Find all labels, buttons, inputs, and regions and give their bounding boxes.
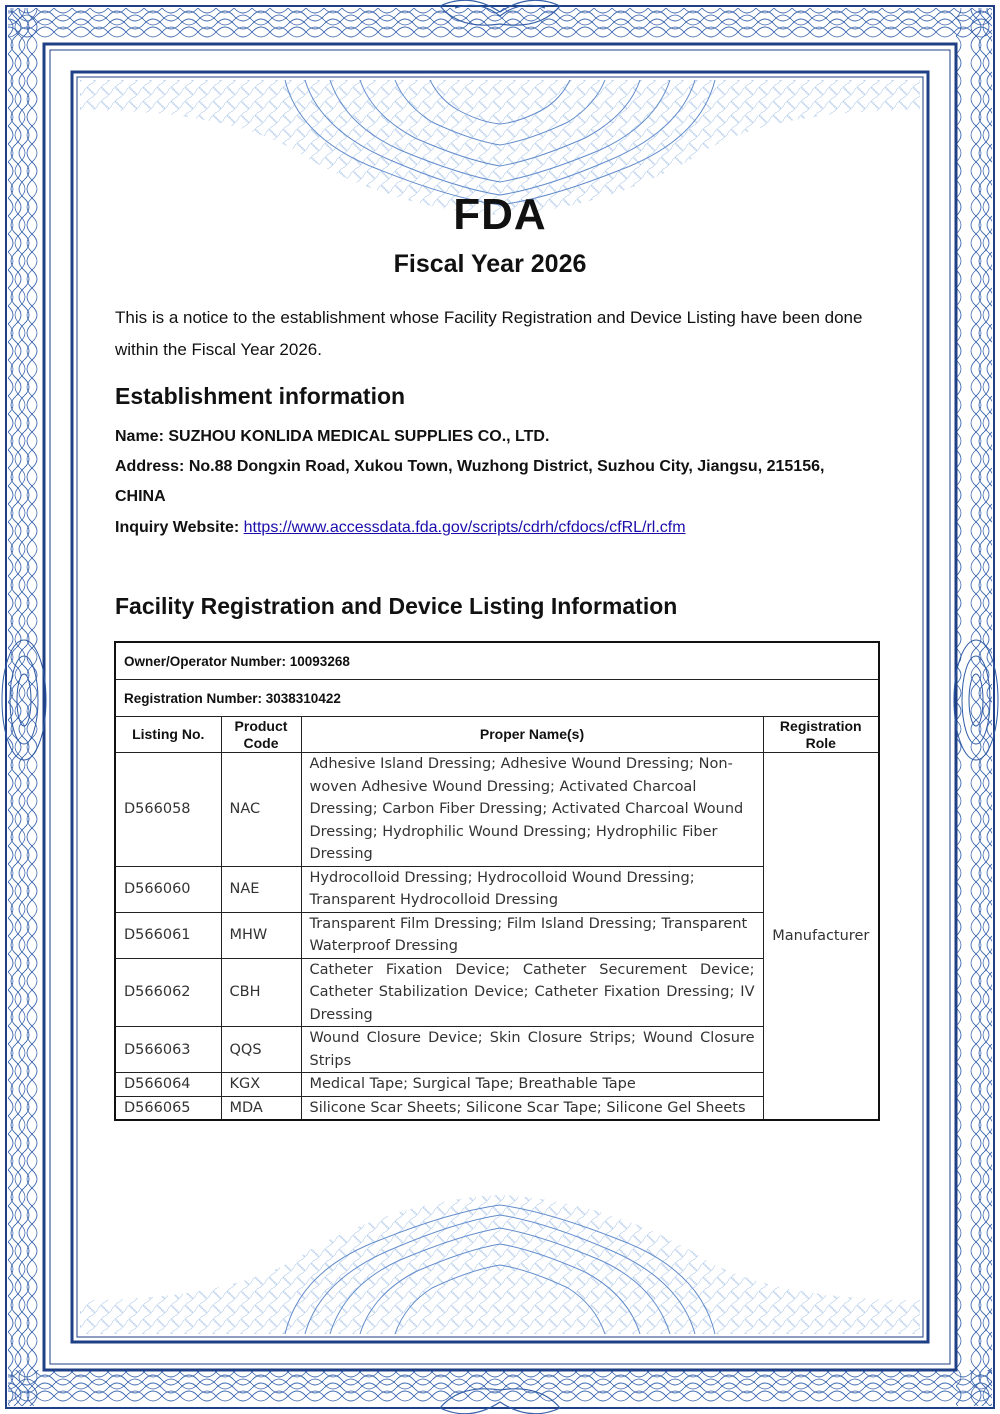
product-code: KGX — [221, 1073, 301, 1097]
establishment-name — [115, 422, 915, 452]
listing-no: D566060 — [115, 866, 221, 912]
proper-names: Transparent Film Dressing; Film Island Dressing; Transparent Waterproof Dressing — [301, 912, 763, 958]
owner-operator-row — [115, 642, 879, 680]
registration-number: Registration Number: 3038310422 — [115, 680, 879, 717]
registration-table — [114, 641, 880, 1121]
establishment-heading: Establishment information — [115, 383, 406, 409]
address-value: No.88 Dongxin Road, Xukou Town, Wuzhong District, Suzhou City, Jiangsu, 215156, — [188, 458, 825, 475]
proper-names: Adhesive Island Dressing; Adhesive Wound Dressing; Non-woven Adhesive Wound Dressing; Activated Charcoal Dressing; Carbon Fiber Dressing; Activated Charcoal Wound Dressing; Hydrophilic Wound Dressing; Hydrophilic Fiber Dressing — [301, 753, 763, 867]
col-product-code-line-2: Code — [243, 734, 279, 751]
table-header-row — [115, 717, 879, 753]
registration-number-row — [115, 680, 879, 717]
proper-names: Catheter Fixation Device; Catheter Securement Device; Catheter Stabilization Device; Catheter Fixation Dressing; IV Dressing — [301, 958, 763, 1027]
table-row — [115, 753, 879, 867]
product-code: NAC — [221, 753, 301, 867]
registration-role: Manufacturer — [763, 753, 879, 1121]
listing-no: D566061 — [115, 912, 221, 958]
name-value: SUZHOU KONLIDA MEDICAL SUPPLIES CO., LTD. — [168, 428, 550, 445]
product-code: MDA — [221, 1096, 301, 1120]
col-role-line-2: Role — [805, 734, 836, 751]
listing-no: D566065 — [115, 1096, 221, 1120]
inquiry-website — [115, 513, 915, 543]
owner-operator-number: Owner/Operator Number: 10093268 — [115, 642, 879, 680]
proper-names: Hydrocolloid Dressing; Hydrocolloid Wound Dressing; Transparent Hydrocolloid Dressing — [301, 866, 763, 912]
name-label: Name: — [115, 428, 164, 445]
page-title: FDA — [453, 190, 547, 239]
website-label: Inquiry Website: — [115, 519, 240, 536]
proper-names: Medical Tape; Surgical Tape; Breathable Tape — [301, 1073, 763, 1097]
listing-no: D566064 — [115, 1073, 221, 1097]
product-code: MHW — [221, 912, 301, 958]
facility-heading: Facility Registration and Device Listing Information — [115, 593, 678, 619]
col-proper-names: Proper Name(s) — [301, 717, 763, 753]
proper-names: Wound Closure Device; Skin Closure Strips; Wound Closure Strips — [301, 1027, 763, 1073]
listing-no: D566062 — [115, 958, 221, 1027]
address-label: Address: — [115, 458, 185, 475]
website-link[interactable]: https://www.accessdata.fda.gov/scripts/cdrh/cfdocs/cfRL/rl.cfm — [243, 519, 686, 536]
notice-paragraph: This is a notice to the establishment whose Facility Registration and Device Listing have been done within the Fiscal Year 2026. — [115, 308, 863, 359]
product-code: CBH — [221, 958, 301, 1027]
establishment-address — [115, 452, 915, 482]
proper-names: Silicone Scar Sheets; Silicone Scar Tape; Silicone Gel Sheets — [301, 1096, 763, 1120]
col-product-code — [221, 717, 301, 753]
fiscal-year-subtitle: Fiscal Year 2026 — [393, 250, 587, 278]
product-code: QQS — [221, 1027, 301, 1073]
establishment-address-line-2: CHINA — [115, 488, 166, 505]
col-registration-role — [763, 717, 879, 753]
col-role-line-1: Registration — [779, 717, 862, 734]
listing-no: D566058 — [115, 753, 221, 867]
col-product-code-line-1: Product — [234, 717, 288, 734]
listing-no: D566063 — [115, 1027, 221, 1073]
product-code: NAE — [221, 866, 301, 912]
col-listing-no: Listing No. — [115, 717, 221, 753]
